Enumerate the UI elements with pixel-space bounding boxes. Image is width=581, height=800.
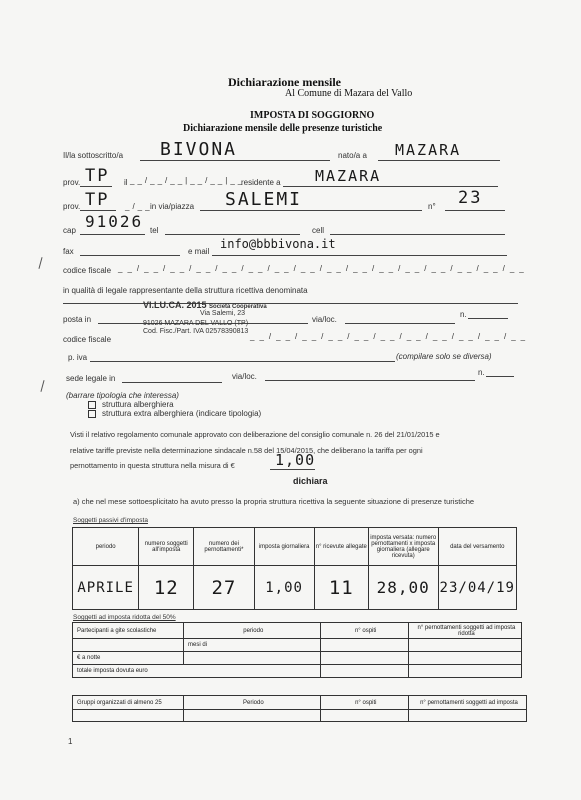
stamp-name: VI.LU.CA. 2015 Società Cooperativa: [143, 300, 267, 310]
t2-col-periodo: periodo: [184, 623, 321, 639]
t3-col-ospiti: n° ospiti: [320, 696, 408, 710]
table-row: [73, 566, 517, 610]
cell-label: cell: [312, 226, 325, 235]
th-data: data del versamento: [438, 528, 516, 566]
cell-periodo[interactable]: APRILE: [73, 566, 139, 610]
th-pernottamenti: numero dei pernottamenti*: [194, 528, 254, 566]
t2-mesi: mesi di: [184, 639, 321, 652]
point-a: a) che nel mese sottoesplicitato ha avuto presso la propria struttura ricettiva la seguente situazione di presenze turistiche: [73, 497, 475, 506]
role-text: in qualità di legale rappresentante della struttura ricettiva denominata: [63, 286, 308, 295]
email-field[interactable]: info@bbbivona.it: [220, 237, 336, 251]
body-line-3: pernottamento in questa struttura nella misura di €: [70, 461, 235, 470]
street-label: in via/piazza: [150, 202, 195, 211]
t2-col-gite: Partecipanti a gite scolastiche: [73, 623, 184, 639]
stamp-street: Via Salemi, 23: [200, 310, 246, 317]
t2-col-ospiti: n° ospiti: [320, 623, 408, 639]
stamp-fiscal: Cod. Fisc./Part. IVA 02578390813: [143, 328, 249, 335]
t2-col-pernottamenti: n° pernottamenti soggetti ad imposta ridotta: [408, 623, 521, 639]
piva-label: p. iva: [68, 353, 88, 362]
margin-mark: [40, 380, 44, 392]
prov-label: prov.: [63, 178, 81, 187]
th-periodo: periodo: [73, 528, 139, 566]
piva-note: (compilare solo se diversa): [396, 352, 492, 361]
cap-label: cap: [63, 226, 76, 235]
name-label: Il/la sottoscritto/a: [63, 151, 124, 160]
email-label: e mail: [188, 247, 210, 256]
cap-field[interactable]: 91026: [85, 212, 144, 231]
number-label: n°: [428, 202, 436, 211]
sede-label: sede legale in: [66, 374, 116, 383]
body-line-2: relative tariffe previste nella determinazione sindacale n.58 del 15/04/2015, che deliberano la tariffa per ogni: [70, 446, 423, 455]
t2-totale: totale imposta dovuta euro: [73, 665, 321, 678]
groups-table: [72, 695, 527, 722]
residence-label: residente a: [241, 178, 281, 187]
via2-label: via/loc.: [232, 372, 257, 381]
option-extra[interactable]: struttura extra alberghiera (indicare tipologia): [88, 409, 261, 418]
checkbox-alberghiera[interactable]: [88, 401, 96, 409]
subtitle: Dichiarazione mensile delle presenze turistiche: [183, 123, 383, 134]
stamp-city: 91026 MAZARA DEL VALLO (TP): [143, 320, 249, 327]
via-label: via/loc.: [312, 315, 337, 324]
prov-field[interactable]: TP: [85, 166, 110, 186]
th-imposta: imposta giornaliera: [254, 528, 314, 566]
born-label: nato/a a: [338, 151, 367, 160]
tariff-field[interactable]: 1,00: [275, 451, 316, 469]
type-instruction: (barrare tipologia che interessa): [66, 391, 179, 400]
dob-field[interactable]: __/__/__|__/__|__: [130, 176, 246, 185]
document-title: Dichiarazione mensile: [228, 75, 341, 89]
birthplace-field[interactable]: MAZARA: [395, 141, 462, 159]
cf2-label: codice fiscale: [63, 335, 112, 344]
name-field[interactable]: BIVONA: [160, 139, 238, 160]
cf2-field[interactable]: __/__/__/__/__/__/__/__/__/__/__: [250, 332, 531, 341]
declares-heading: dichiara: [293, 476, 328, 486]
street-field[interactable]: SALEMI: [225, 189, 303, 210]
th-ricevute: n° ricevute allegate: [314, 528, 368, 566]
fax-label: fax: [63, 247, 74, 256]
n-label: n.: [460, 310, 467, 319]
option-alberghiera[interactable]: struttura alberghiera: [88, 400, 174, 409]
t2-notte: € a notte: [73, 652, 184, 665]
table1-caption: Soggetti passivi d'imposta: [73, 517, 148, 524]
reduced-table: [72, 622, 522, 678]
tax-name: IMPOSTA DI SOGGIORNO: [250, 110, 375, 121]
residence-field[interactable]: MAZARA: [315, 167, 382, 185]
cell-pernottamenti[interactable]: 27: [194, 566, 254, 610]
n2-label: n.: [478, 368, 485, 377]
cell-imposta[interactable]: 1,00: [254, 566, 314, 610]
dob-label: il: [124, 178, 128, 187]
presence-table: [72, 527, 517, 610]
table2-caption: Soggetti ad imposta ridotta del 50%: [73, 614, 176, 621]
t3-col-pernottamenti: n° pernottamenti soggetti ad imposta: [408, 696, 526, 710]
checkbox-extra[interactable]: [88, 410, 96, 418]
t3-col-periodo: Periodo: [184, 696, 321, 710]
cell-versata[interactable]: 28,00: [368, 566, 438, 610]
margin-mark: [38, 257, 42, 269]
tel-label: tel: [150, 226, 159, 235]
prov2-field[interactable]: TP: [85, 190, 110, 210]
posta-label: posta in: [63, 315, 92, 324]
cf-field[interactable]: __/__/__/__/__/__/__/__/__/__/__/__/__/__/__/__: [118, 264, 529, 273]
th-versata: imposta versata: numero pernottamenti x imposta giornaliera (allegare ricevuta): [368, 528, 438, 566]
cf-label: codice fiscale: [63, 266, 112, 275]
th-soggetti: numero soggetti all'imposta: [139, 528, 194, 566]
recipient: Al Comune di Mazara del Vallo: [285, 88, 413, 99]
body-line-1: Visti il relativo regolamento comunale approvato con deliberazione del consiglio comunale n. 26 del 21/01/2015 e: [70, 430, 440, 439]
t3-col-gruppi: Gruppi organizzati di almeno 25: [73, 696, 184, 710]
cell-data[interactable]: 23/04/19: [438, 566, 516, 610]
page-number: 1: [68, 737, 73, 746]
number-field[interactable]: 23: [458, 188, 483, 208]
cell-ricevute[interactable]: 11: [314, 566, 368, 610]
prov2-label: prov.: [63, 202, 81, 211]
cell-soggetti[interactable]: 12: [139, 566, 194, 610]
